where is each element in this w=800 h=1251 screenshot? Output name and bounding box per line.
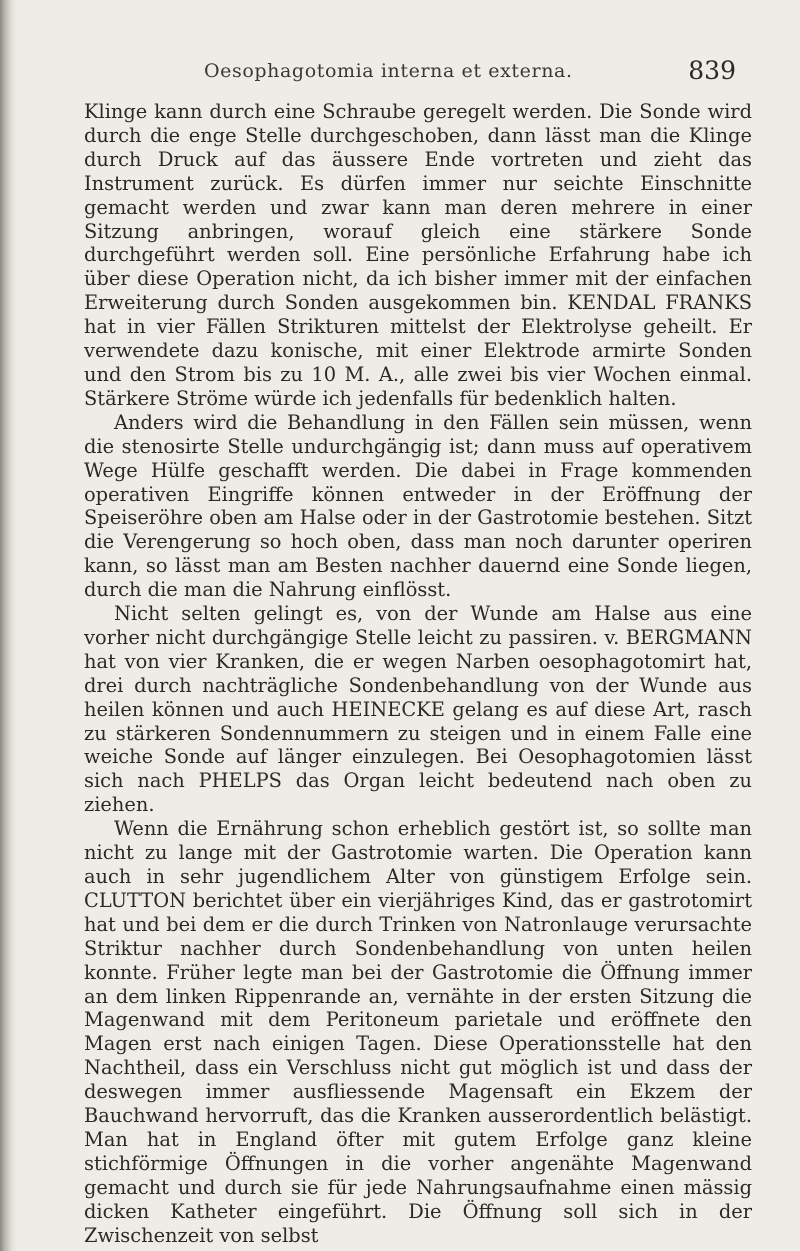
page-number: 839 [688,56,736,85]
running-title: Oesophagotomia interna et externa. [204,60,573,82]
paragraph: Nicht selten gelingt es, von der Wunde am Halse aus eine vorher nicht durchgängige Stelle leicht zu passiren. v. BERGMANN hat von vier Kranken, die er wegen Narben oesophagotomirt hat, drei durch nachträgliche Sondenbehandlung von der Wunde aus heilen können und auch HEINECKE gelang es auf diese Art, rasch zu stärkeren Sondennummern zu steigen und in einem Falle eine weiche Sonde auf länger einzulegen. Bei Oesophagotomien lässt sich nach PHELPS das Organ leicht bedeutend nach oben zu ziehen. [84,602,752,817]
body-text [84,100,752,1248]
scan-binding-edge [0,0,16,1251]
paragraph: Klinge kann durch eine Schraube geregelt werden. Die Sonde wird durch die enge Stelle durchgeschoben, dann lässt man die Klinge durch Druck auf das äussere Ende vortreten und zieht das Instrument zurück. Es dürfen immer nur seichte Einschnitte gemacht werden und zwar kann man deren mehrere in einer Sitzung anbringen, worauf gleich eine stärkere Sonde durchgeführt werden soll. Eine persönliche Erfahrung habe ich über diese Operation nicht, da ich bisher immer mit der einfachen Erweiterung durch Sonden ausgekommen bin. KENDAL FRANKS hat in vier Fällen Strikturen mittelst der Elektrolyse geheilt. Er verwendete dazu konische, mit einer Elektrode armirte Sonden und den Strom bis zu 10 M. A., alle zwei bis vier Wochen einmal. Stärkere Ströme würde ich jedenfalls für bedenklich halten. [84,100,752,410]
paragraph: Anders wird die Behandlung in den Fällen sein müssen, wenn die stenosirte Stelle undurchgängig ist; dann muss auf operativem Wege Hülfe geschafft werden. Die dabei in Frage kommenden operativen Eingriffe können entweder in der Eröffnung der Speiseröhre oben am Halse oder in der Gastrotomie bestehen. Sitzt die Verengerung so hoch oben, dass man noch darunter operiren kann, so lässt man am Besten nachher dauernd eine Sonde liegen, durch die man die Nahrung einflösst. [84,410,752,602]
book-page [84,56,752,1248]
running-head [84,56,752,100]
paragraph: Wenn die Ernährung schon erheblich gestört ist, so sollte man nicht zu lange mit der Gastrotomie warten. Die Operation kann auch in sehr jugendlichem Alter von günstigem Erfolge sein. CLUTTON berichtet über ein vierjähriges Kind, das er gastrotomirt hat und bei dem er die durch Trinken von Natronlauge verursachte Striktur nachher durch Sondenbehandlung von unten heilen konnte. Früher legte man bei der Gastrotomie die Öffnung immer an dem linken Rippenrande an, vernähte in der ersten Sitzung die Magenwand mit dem Peritoneum parietale und eröffnete den Magen erst nach einigen Tagen. Diese Operationsstelle hat den Nachtheil, dass ein Verschluss nicht gut möglich ist und dass der deswegen immer ausfliessende Magensaft ein Ekzem der Bauchwand hervorruft, das die Kranken ausserordentlich belästigt. Man hat in England öfter mit gutem Erfolge ganz kleine stichförmige Öffnungen in die vorher angenähte Magenwand gemacht und durch sie für jede Nahrungsaufnahme einen mässig dicken Katheter eingeführt. Die Öffnung soll sich in der Zwischenzeit von selbst [84,817,752,1247]
